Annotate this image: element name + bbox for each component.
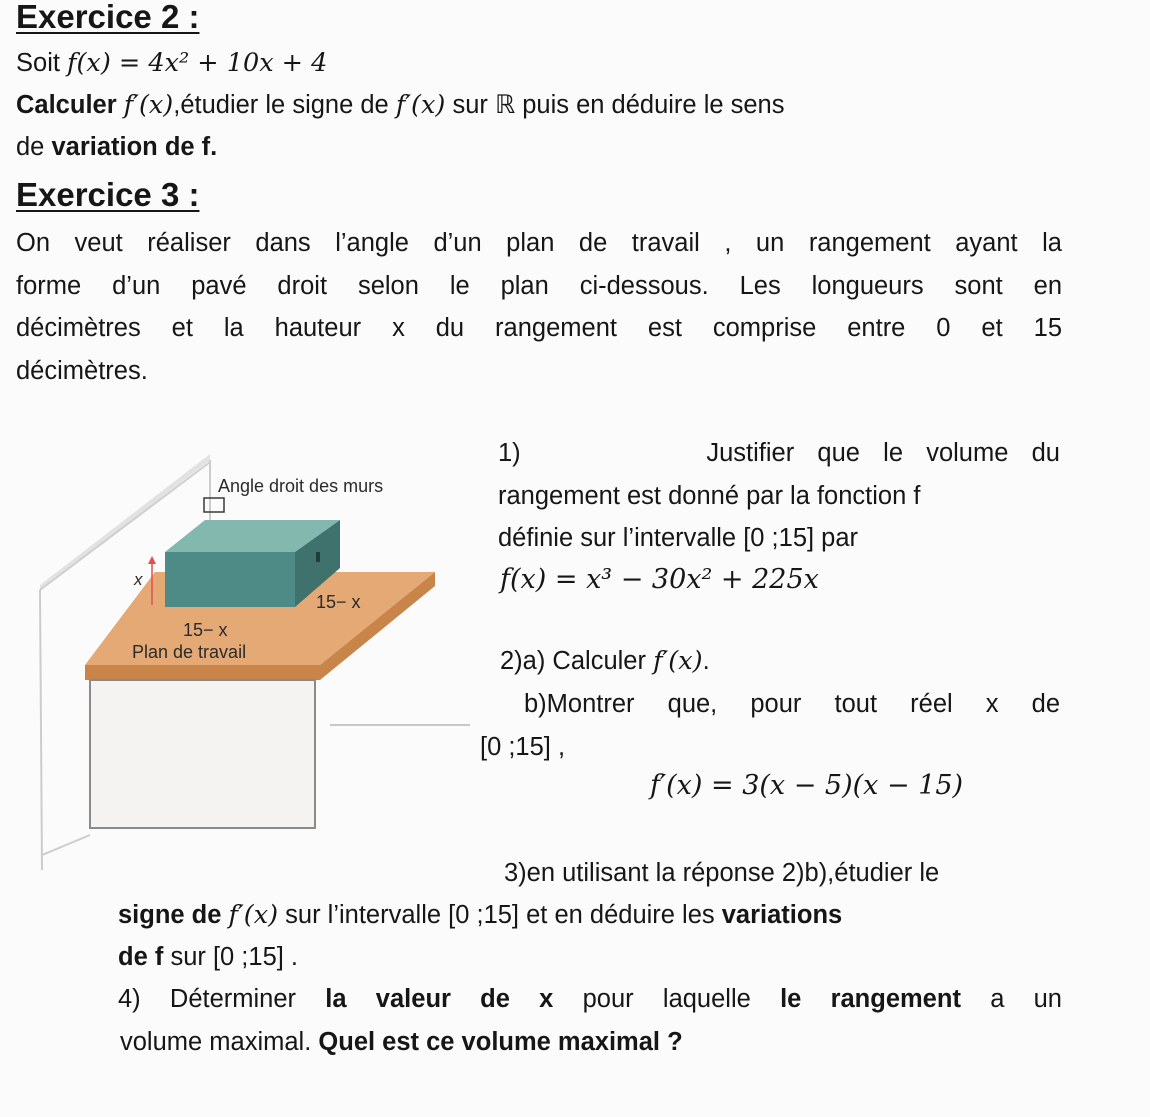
ex2-question-line-2 [16,126,217,169]
height-arrow-head [148,556,156,564]
ex3-q4-line-1 [118,978,1062,1021]
ex3-q1-formula: f(x) = x³ − 30x² + 225x [500,564,819,595]
wall-vertical-line [40,590,42,870]
ex3-intro-line-2: forme d’un pavé droit selon le plan ci-dessous. Les longueurs sont en [16,271,1062,300]
ex3-q1 [498,432,1060,560]
box-handle [316,552,320,562]
ex3-q2b-formula: f′(x) = 3(x − 5)(x − 15) [650,770,964,801]
ex3-q1-line-1: 1) Justifier que le volume du [498,439,1060,467]
label-15-x-right: 15− x [316,592,361,612]
ex3-q1-line-2: rangement est donné par la fonction f [498,481,921,510]
ex2-variation: variation de f. [51,133,218,161]
workbench-figure [30,440,470,870]
ex3-q3-fprime: f′(x) [228,900,279,930]
ex3-q4-end: a un [990,985,1062,1013]
ex3-q3-line-3 [118,936,298,979]
box-front [165,552,295,607]
ex2-calculer: Calculer [16,91,117,119]
ex3-q4 [118,978,1062,1063]
ex3-q2a-label: 2)a) Calculer [500,647,646,675]
label-15-x-front: 15− x [183,620,228,640]
label-angle-droit: Angle droit des murs [218,476,384,496]
ex3-q4-question: Quel est ce volume maximal ? [318,1027,683,1056]
exercise-3-title: Exercice 3 : [16,176,200,213]
ex3-q2a-end: . [702,647,710,675]
ex3-q4-start: 4) Déterminer [118,985,297,1013]
label-plan-de-travail: Plan de travail [132,642,247,662]
ex3-q2b [500,683,1060,726]
ex3-q3-line-1: 3)en utilisant la réponse 2)b),étudier le [504,859,940,887]
ex3-q4-pour: pour laquelle [582,985,751,1013]
ex3-q4-line-2 [118,1021,1062,1064]
ex2-function-def: f(x) = 4x² + 10x + 4 [67,48,328,78]
ex3-q1-line-3: définie sur l’intervalle [0 ;15] par [498,524,859,553]
ex3-q4-rangement: le rangement [780,985,961,1013]
ex2-sur-r: sur ℝ puis en déduire le sens [452,91,785,119]
ex3-q2a [500,640,710,683]
ex3-q3-end: sur [0 ;15] . [170,943,298,971]
ex3-q3-mid: sur l’intervalle [0 ;15] et en déduire les [285,901,715,929]
ex2-soit: Soit [16,49,60,77]
counter-front-edge [85,665,320,680]
ex3-intro-line-4: décimètres. [16,356,148,385]
ex2-fprime: f′(x) [123,90,174,120]
ex2-fprime-2: f′(x) [395,90,446,120]
ex3-q2b-line-2: [0 ;15] , [480,733,566,761]
ex3-q4-valeur: la valeur de x [325,985,554,1013]
ex3-intro [16,222,1062,392]
ex3-q4-volume: volume maximal. [120,1027,312,1056]
ex3-q3-variations: variations [721,901,843,929]
ex3-q2a-fprime: f′(x) [653,646,703,676]
exercise-2-title: Exercice 2 : [16,0,200,35]
ex3-q2b-line-1: b)Montrer que, pour tout réel x de [524,690,1060,718]
ex3-intro-line-1: On veut réaliser dans l’angle d’un plan de travail , un rangement ayant la [16,229,1062,257]
wall-floor-line [42,835,90,855]
ex2-function-line [16,42,327,85]
ex3-q3-signe: signe de [118,901,222,929]
ex2-question-line [16,84,785,127]
ex3-q3-de-f: de f [118,943,164,971]
cabinet-body [90,680,315,828]
ex2-etudier: ,étudier le signe de [173,91,389,119]
label-x: x [134,570,143,589]
right-angle-marker [204,498,224,512]
ex3-q3-line-2 [118,894,842,937]
ex2-de: de [16,133,45,161]
ex3-intro-line-3: décimètres et la hauteur x du rangement est comprise entre 0 et 15 [16,314,1062,343]
